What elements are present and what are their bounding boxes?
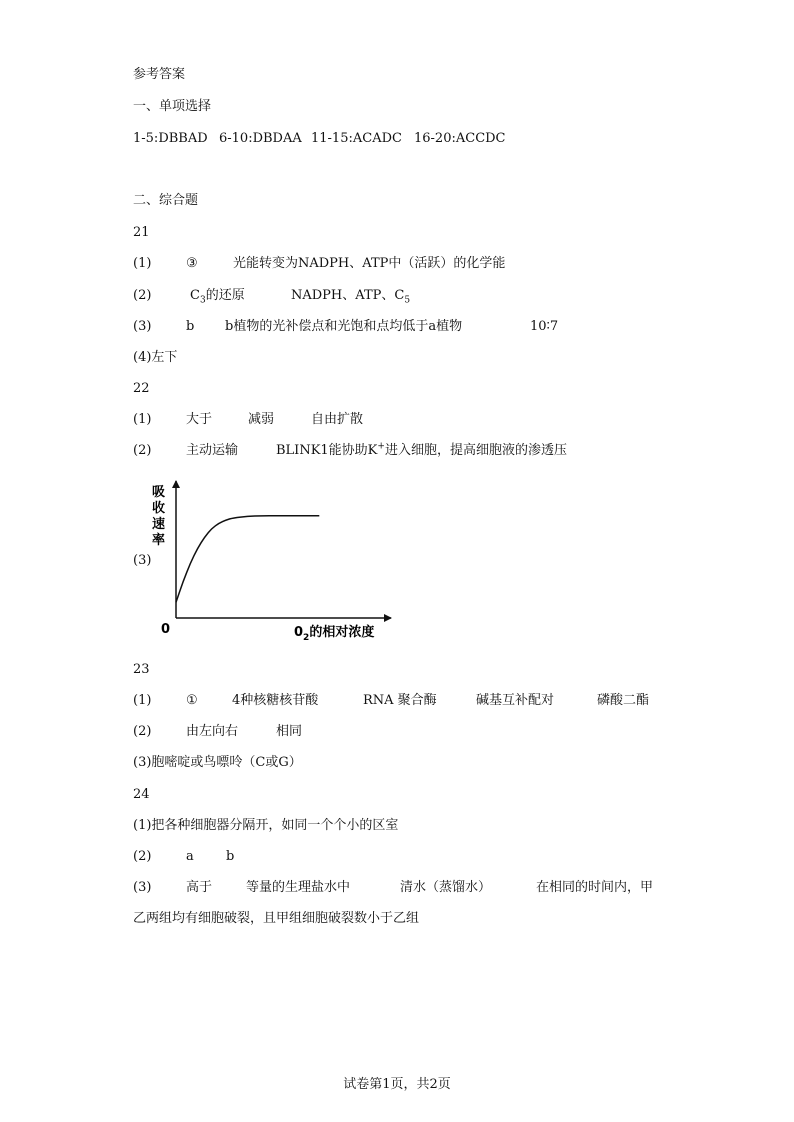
answer: ① [186,693,198,708]
row-label: (2) [133,443,152,458]
series-line [176,516,319,602]
origin-label: 0 [161,622,171,637]
row-label: (1) [133,412,152,427]
question-number-24: 24 [133,787,150,802]
y-axis-label [152,485,166,548]
answer-11-15: 11-15:ACADC [311,131,402,146]
answer: 自由扩散 [311,412,364,427]
page-title: 参考答案 [133,67,186,82]
answer: 由左向右 [186,724,239,739]
answer: b [226,849,235,864]
answer: 大于 [186,412,213,427]
x-label-text: 的相对浓度 [309,625,375,640]
answer [291,287,410,305]
answer-text: C [190,288,200,303]
question-number-23: 23 [133,662,150,677]
answer: 碱基互补配对 [476,693,555,708]
y-label-char: 吸 [152,485,166,500]
answer: 光能转变为NADPH、ATP中（活跃）的化学能 [233,256,506,271]
q22-row-3-label: (3) [133,553,152,568]
row-label: (1) [133,693,152,708]
answer: b植物的光补偿点和光饱和点均低于a植物 [225,319,463,334]
question-number-21: 21 [133,225,150,240]
answer: 磷酸二酯 [597,693,650,708]
answer: 主动运输 [186,443,239,458]
section-heading-choice: 一、单项选择 [133,99,212,114]
answer-text: 的还原 [205,288,245,303]
x-label-text: 0 [294,625,304,640]
subscript: 3 [199,295,206,306]
y-label-char: 速 [152,517,166,532]
answer: 10∶7 [530,319,559,334]
answer-text: BLINK1能协助K [276,443,378,458]
q21-row-4: (4)左下 [133,350,178,365]
answer [190,287,245,305]
y-label-char: 收 [152,501,166,516]
row-label: (3) [133,319,152,334]
row-label: (2) [133,288,152,303]
answer-1-5: 1-5:DBBAD [133,131,208,146]
answer: 等量的生理盐水中 [246,880,351,895]
answer [276,442,567,460]
absorption-rate-chart [148,478,398,643]
answer: 4种核糖核苷酸 [232,693,319,708]
x-label-subscript: 2 [303,633,310,643]
answer: ③ [186,256,198,271]
q23-row-3: (3)胞嘧啶或鸟嘌呤（C或G） [133,755,302,770]
row-label: (3) [133,880,152,895]
page-footer: 试卷第1页，共2页 [343,1077,451,1092]
answer: a [186,849,194,864]
superscript: + [377,441,385,452]
answer: RNA 聚合酶 [363,693,437,708]
q24-row-3-continued: 乙两组均有细胞破裂，且甲组细胞破裂数小于乙组 [133,911,420,926]
row-label: (2) [133,849,152,864]
answer: 在相同的时间内，甲 [536,880,654,895]
section-heading-comprehensive: 二、综合题 [133,193,199,208]
answer-text: 进入细胞，提高细胞液的渗透压 [384,443,567,458]
answer: b [186,319,195,334]
row-label: (1) [133,256,152,271]
answer-16-20: 16-20:ACCDC [414,131,506,146]
answer-6-10: 6-10:DBDAA [219,131,302,146]
y-label-char: 率 [152,533,166,548]
subscript: 5 [404,295,411,306]
answer: 相同 [276,724,303,739]
answer: 清水（蒸馏水） [400,880,492,895]
answer: 高于 [186,880,213,895]
x-axis-label [294,624,374,643]
answer: 减弱 [248,412,275,427]
q24-row-1: (1)把各种细胞器分隔开，如同一个个小的区室 [133,818,399,833]
question-number-22: 22 [133,381,150,396]
row-label: (2) [133,724,152,739]
answer-text: NADPH、ATP、C [291,288,405,303]
